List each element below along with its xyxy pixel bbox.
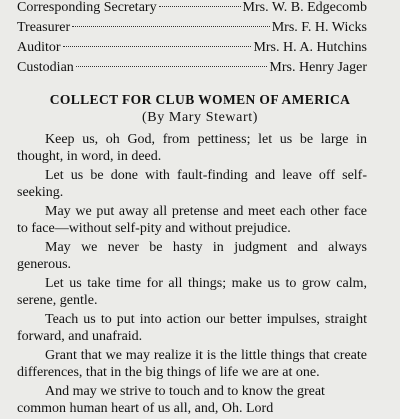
dot-leader — [76, 66, 268, 67]
prayer-verse: Teach us to put into action our better impulses, straight forward, and unafraid. — [17, 312, 367, 344]
officer-role: Treasurer — [17, 20, 71, 35]
officer-list — [17, 0, 367, 78]
dot-leader — [63, 46, 252, 47]
officer-row — [17, 58, 367, 78]
prayer-verse: Grant that we may realize it is the little things that create differences, that in the big things of life we are at one. — [17, 348, 367, 380]
officer-role: Auditor — [17, 40, 61, 55]
officer-row — [17, 0, 367, 18]
officer-row — [17, 38, 367, 58]
prayer-body — [17, 131, 367, 419]
prayer-verse: May we put away all pretense and meet each other face to face—without self-pity and without prejudice. — [17, 204, 367, 236]
officer-name: Mrs. H. A. Hutchins — [253, 40, 367, 55]
prayer-verse: And may we strive to touch and to know the great common human heart of us all, and, Oh. Lord — [17, 384, 325, 416]
officer-role: Custodian — [17, 60, 74, 75]
collect-title: COLLECT FOR CLUB WOMEN OF AMERICA — [49, 92, 351, 107]
officer-name: Mrs. W. B. Edgecomb — [242, 0, 367, 15]
officer-role: Corresponding Secretary — [17, 0, 157, 15]
officer-name: Mrs. F. H. Wicks — [271, 20, 367, 35]
officer-row — [17, 18, 367, 38]
collect-author: (By Mary Stewart) — [142, 110, 258, 125]
dot-leader — [72, 26, 270, 27]
officer-name: Mrs. Henry Jager — [269, 60, 367, 75]
prayer-verse: Keep us, oh God, from pettiness; let us be large in thought, in word, in deed. — [17, 132, 367, 164]
dot-leader — [159, 6, 241, 7]
prayer-verse: Let us be done with fault-finding and leave off self-seeking. — [17, 168, 367, 200]
prayer-verse: May we never be hasty in judgment and always generous. — [17, 240, 367, 272]
prayer-verse: Let us take time for all things; make us to grow calm, serene, gentle. — [17, 276, 367, 308]
